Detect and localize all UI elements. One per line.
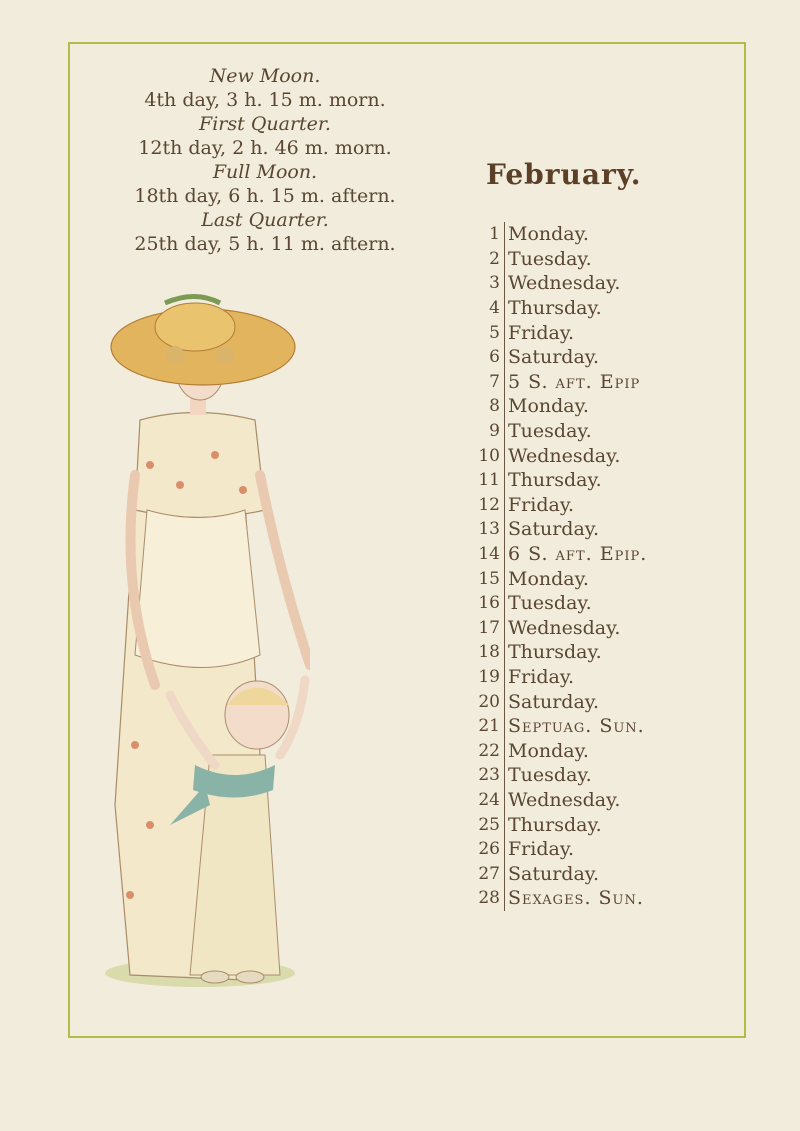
day-name: Saturday. <box>508 690 600 713</box>
day-number: 13 <box>478 519 500 540</box>
day-name: Monday. <box>508 567 589 590</box>
day-row <box>470 517 647 542</box>
day-number: 12 <box>478 494 500 515</box>
day-name: 5 S. aft. Epip <box>508 370 641 393</box>
day-row <box>470 861 647 886</box>
day-number: 11 <box>478 470 500 491</box>
moon-phase-label: Full Moon. <box>212 161 318 183</box>
day-row <box>470 370 647 395</box>
day-name: Friday. <box>508 665 575 688</box>
day-row <box>470 788 647 813</box>
moon-phase-label: Last Quarter. <box>201 209 329 231</box>
day-row <box>470 763 647 788</box>
day-number: 3 <box>489 273 500 294</box>
day-number: 17 <box>478 617 500 638</box>
day-name: Wednesday. <box>508 616 621 639</box>
day-row <box>470 271 647 296</box>
day-name: Sexages. Sun. <box>508 887 644 910</box>
day-row <box>470 738 647 763</box>
day-number: 7 <box>489 371 500 392</box>
day-row <box>470 247 647 272</box>
day-row <box>470 443 647 468</box>
day-name: Saturday. <box>508 518 600 541</box>
day-name: Septuag. Sun. <box>508 715 645 738</box>
day-name: Tuesday. <box>508 420 592 443</box>
day-number: 28 <box>478 888 500 909</box>
day-number: 19 <box>478 666 500 687</box>
day-row <box>470 689 647 714</box>
day-row <box>470 566 647 591</box>
day-number: 4 <box>489 298 500 319</box>
day-row <box>470 837 647 862</box>
day-list <box>470 222 647 911</box>
day-name: Thursday. <box>508 297 602 320</box>
day-row <box>470 665 647 690</box>
day-name: Wednesday. <box>508 444 621 467</box>
day-row <box>470 812 647 837</box>
moon-phase-time: 12th day, 2 h. 46 m. morn. <box>138 137 392 159</box>
day-number: 25 <box>478 814 500 835</box>
day-number: 5 <box>489 322 500 343</box>
day-row <box>470 886 647 911</box>
day-number: 15 <box>478 568 500 589</box>
day-row <box>470 714 647 739</box>
day-number: 21 <box>478 716 500 737</box>
month-title: February. <box>486 158 642 191</box>
day-name: Friday. <box>508 838 575 861</box>
moon-phase-label: New Moon. <box>209 65 321 87</box>
woman-and-child-illustration <box>95 285 310 995</box>
day-number: 24 <box>478 789 500 810</box>
moon-phase-time: 4th day, 3 h. 15 m. morn. <box>144 89 386 111</box>
moon-phase-time: 25th day, 5 h. 11 m. aftern. <box>134 233 396 255</box>
day-name: 6 S. aft. Epip. <box>508 543 648 566</box>
day-number: 2 <box>489 248 500 269</box>
day-number: 8 <box>489 396 500 417</box>
day-number: 1 <box>489 224 500 245</box>
moon-phase-time: 18th day, 6 h. 15 m. aftern. <box>134 185 396 207</box>
day-name: Monday. <box>508 395 589 418</box>
day-row <box>470 542 647 567</box>
day-number: 6 <box>489 347 500 368</box>
moon-phases <box>110 64 420 256</box>
day-number: 23 <box>478 765 500 786</box>
day-row <box>470 345 647 370</box>
day-name: Wednesday. <box>508 788 621 811</box>
day-name: Thursday. <box>508 813 602 836</box>
day-number: 10 <box>478 445 500 466</box>
day-number: 9 <box>489 421 500 442</box>
day-row <box>470 419 647 444</box>
day-number: 20 <box>478 691 500 712</box>
day-row <box>470 222 647 247</box>
day-row <box>470 640 647 665</box>
day-name: Monday. <box>508 739 589 762</box>
day-name: Saturday. <box>508 346 600 369</box>
day-number: 14 <box>478 544 500 565</box>
day-name: Friday. <box>508 493 575 516</box>
day-name: Wednesday. <box>508 272 621 295</box>
moon-phase-label: First Quarter. <box>199 113 331 135</box>
day-name: Monday. <box>508 223 589 246</box>
day-row <box>470 320 647 345</box>
day-name: Friday. <box>508 321 575 344</box>
day-number: 26 <box>478 839 500 860</box>
day-row <box>470 591 647 616</box>
day-row <box>470 394 647 419</box>
day-row <box>470 493 647 518</box>
day-number: 18 <box>478 642 500 663</box>
day-row <box>470 468 647 493</box>
day-row <box>470 296 647 321</box>
day-name: Saturday. <box>508 862 600 885</box>
day-number: 22 <box>478 740 500 761</box>
day-name: Thursday. <box>508 641 602 664</box>
day-name: Tuesday. <box>508 247 592 270</box>
day-name: Thursday. <box>508 469 602 492</box>
day-name: Tuesday. <box>508 592 592 615</box>
day-number: 27 <box>478 863 500 884</box>
day-number: 16 <box>478 593 500 614</box>
day-name: Tuesday. <box>508 764 592 787</box>
day-row <box>470 616 647 641</box>
